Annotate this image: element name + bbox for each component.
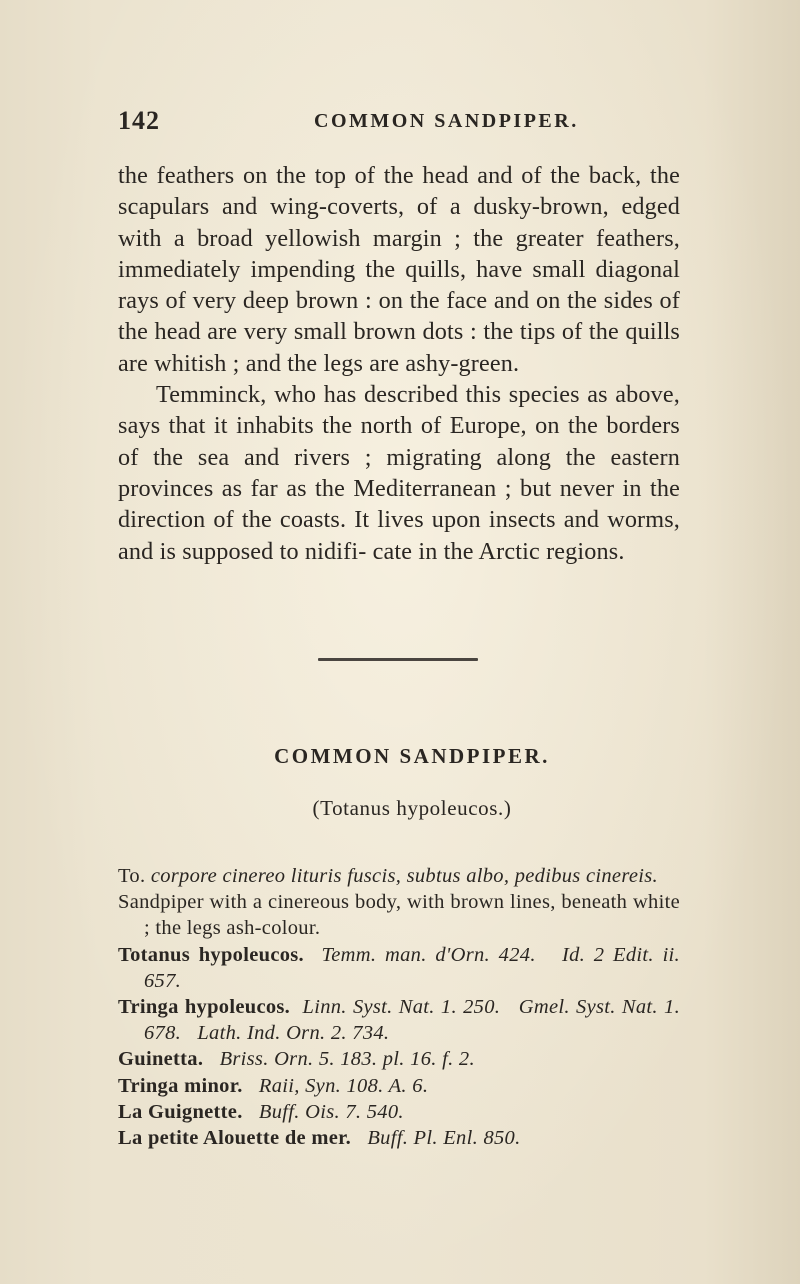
page-number: 142 xyxy=(118,106,160,135)
entry-name: To. xyxy=(118,865,146,887)
paragraph-2: Temminck, who has described this species as above, says that it inhabits the north of Europe, on the borders of the sea and rivers ; migrating along the eastern provinces as far as the Mediterranean ; but never in the direction of the coasts. It lives upon insects and worms, and is supposed to nidifi- cate in the Arctic regions. xyxy=(118,381,680,565)
entry-reference: Temm. man. d'Orn. 424. xyxy=(321,943,536,966)
entry-translation: Sandpiper with a cinereous body, with brown lines, beneath white ; the legs ash-colour. xyxy=(118,891,680,940)
entry-reference: Buff. Pl. Enl. 850. xyxy=(367,1127,521,1150)
synonymy-entry xyxy=(118,1099,680,1125)
entry-description: corpore cinereo lituris fuscis, subtus albo, pedibus cinereis. xyxy=(150,865,658,887)
section-divider xyxy=(318,658,478,661)
running-title: COMMON SANDPIPER. xyxy=(314,110,579,132)
synonymy-entry xyxy=(118,994,680,1046)
synonymy-entry xyxy=(118,889,680,941)
running-head xyxy=(118,106,678,136)
entry-reference: Lath. Ind. Orn. 2. 734. xyxy=(197,1022,390,1045)
synonymy-entry xyxy=(118,942,680,994)
entry-reference: Linn. Syst. Nat. 1. 250. xyxy=(302,996,501,1019)
section-subtitle: (Totanus hypoleucos.) xyxy=(312,796,512,820)
entry-name: Tringa minor. xyxy=(118,1074,243,1097)
entry-name: La petite Alouette de mer. xyxy=(118,1127,352,1150)
paragraph-1: the feathers on the top of the head and of the back, the scapulars and wing-coverts, of a dusky-brown, edged with a broad yellowish margin ; the greater feathers, immediately impending the quills, have small diagonal rays of very deep brown : on the face and on the sides of the head are very small brown dots : the tips of the quills are whitish ; and the legs are ashy-green. xyxy=(118,162,680,377)
entry-name: Tringa hypoleucos. xyxy=(118,996,291,1019)
synonymy-entry xyxy=(118,1073,680,1099)
synonymy-entry xyxy=(118,863,680,889)
entry-reference: Gmel. Syst. Nat. 1. 678. xyxy=(144,996,680,1045)
section-title: COMMON SANDPIPER. xyxy=(274,744,550,768)
entry-name: La Guignette. xyxy=(118,1100,243,1123)
entry-reference: Buff. Ois. 7. 540. xyxy=(258,1100,404,1123)
entry-name: Guinetta. xyxy=(118,1048,204,1071)
body-text xyxy=(118,160,680,567)
synonymy-entry xyxy=(118,1125,680,1151)
synonymy-entry xyxy=(118,1046,680,1072)
entry-reference: Id. 2 Edit. ii. 657. xyxy=(144,943,680,992)
synonymy-list xyxy=(118,863,680,1151)
entry-reference: Briss. Orn. 5. 183. pl. 16. f. 2. xyxy=(219,1048,475,1071)
entry-name: Totanus hypoleucos. xyxy=(118,943,304,966)
entry-reference: Raii, Syn. 108. A. 6. xyxy=(258,1074,429,1097)
